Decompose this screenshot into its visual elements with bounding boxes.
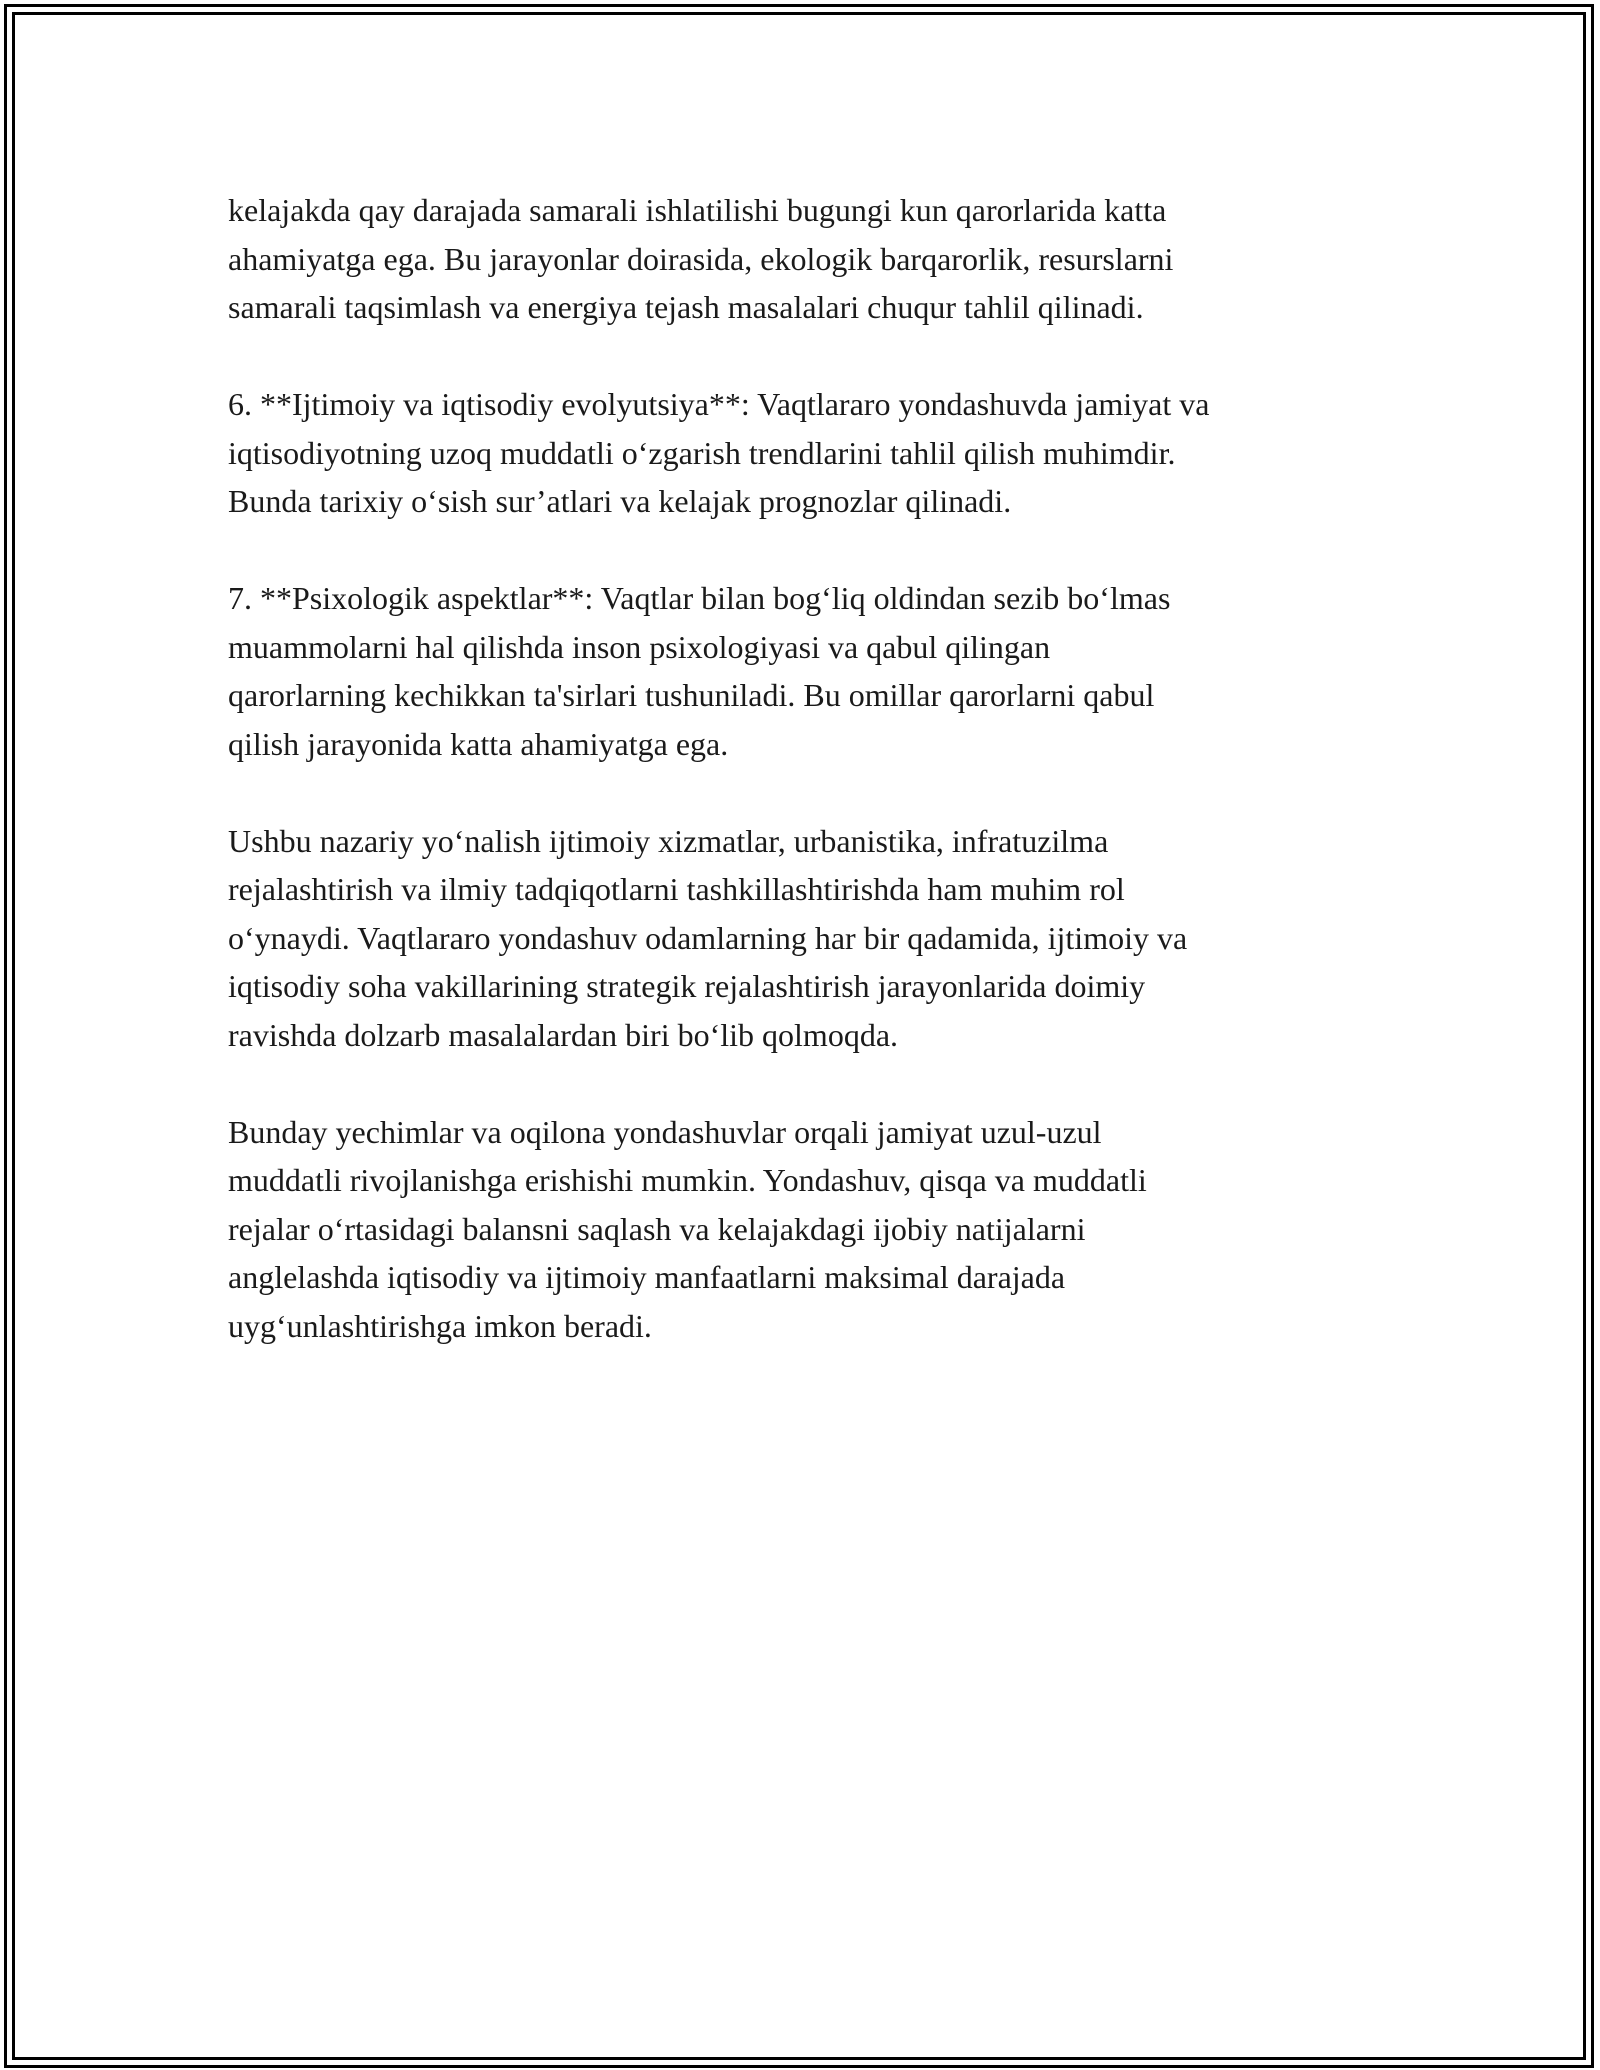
paragraph-5 <box>228 1108 1388 1351</box>
text-line: uyg‘unlashtirishga imkon beradi. <box>228 1307 652 1344</box>
text-line: Bunda tarixiy o‘sish sur’atlari va kelajak prognozlar qilinadi. <box>228 483 1012 519</box>
paragraph-2 <box>228 380 1388 526</box>
text-line: qarorlarning kechikkan ta'sirlari tushuniladi. Bu omillar qarorlarni qabul <box>228 677 1155 713</box>
text-line: iqtisodiyotning uzoq muddatli o‘zgarish trendlarini tahlil qilish muhimdir. <box>228 434 1176 471</box>
paragraph-1 <box>228 186 1388 332</box>
text-line: Ushbu nazariy yo‘nalish ijtimoiy xizmatlar, urbanistika, infratuzilma <box>228 822 1109 859</box>
text-line: ahamiyatga ega. Bu jarayonlar doirasida, ekologik barqarorlik, resurslarni <box>228 240 1174 277</box>
text-line: kelajakda qay darajada samarali ishlatilishi bugungi kun qarorlarida katta <box>228 192 1167 228</box>
text-line: 7. **Psixologik aspektlar**: Vaqtlar bilan bog‘liq oldindan sezib bo‘lmas <box>228 580 1171 616</box>
text-line: muammolarni hal qilishda inson psixologiyasi va qabul qilingan <box>228 628 1051 665</box>
document-body <box>228 186 1388 1399</box>
text-line: muddatli rivojlanishga erishishi mumkin. Yondashuv, qisqa va muddatli <box>228 1162 1147 1198</box>
text-line: rejalar o‘rtasidagi balansni saqlash va kelajakdagi ijobiy natijalarni <box>228 1210 1086 1247</box>
text-line: iqtisodiy soha vakillarining strategik rejalashtirish jarayonlarida doimiy <box>228 968 1146 1004</box>
paragraph-4 <box>228 817 1388 1060</box>
text-line: 6. **Ijtimoiy va iqtisodiy evolyutsiya**: Vaqtlararo yondashuvda jamiyat va <box>228 386 1210 422</box>
text-line: o‘ynaydi. Vaqtlararo yondashuv odamlarning har bir qadamida, ijtimoiy va <box>228 919 1188 956</box>
text-line: samarali taqsimlash va energiya tejash masalalari chuqur tahlil qilinadi. <box>228 289 1144 325</box>
paragraph-3 <box>228 574 1388 768</box>
text-line: ravishda dolzarb masalalardan biri bo‘lib qolmoqda. <box>228 1016 899 1053</box>
text-line: qilish jarayonida katta ahamiyatga ega. <box>228 725 729 762</box>
text-line: anglelashda iqtisodiy va ijtimoiy manfaatlarni maksimal darajada <box>228 1259 1066 1295</box>
text-line: Bunday yechimlar va oqilona yondashuvlar orqali jamiyat uzul-uzul <box>228 1113 1102 1150</box>
text-line: rejalashtirish va ilmiy tadqiqotlarni tashkillashtirishda ham muhim rol <box>228 871 1125 907</box>
